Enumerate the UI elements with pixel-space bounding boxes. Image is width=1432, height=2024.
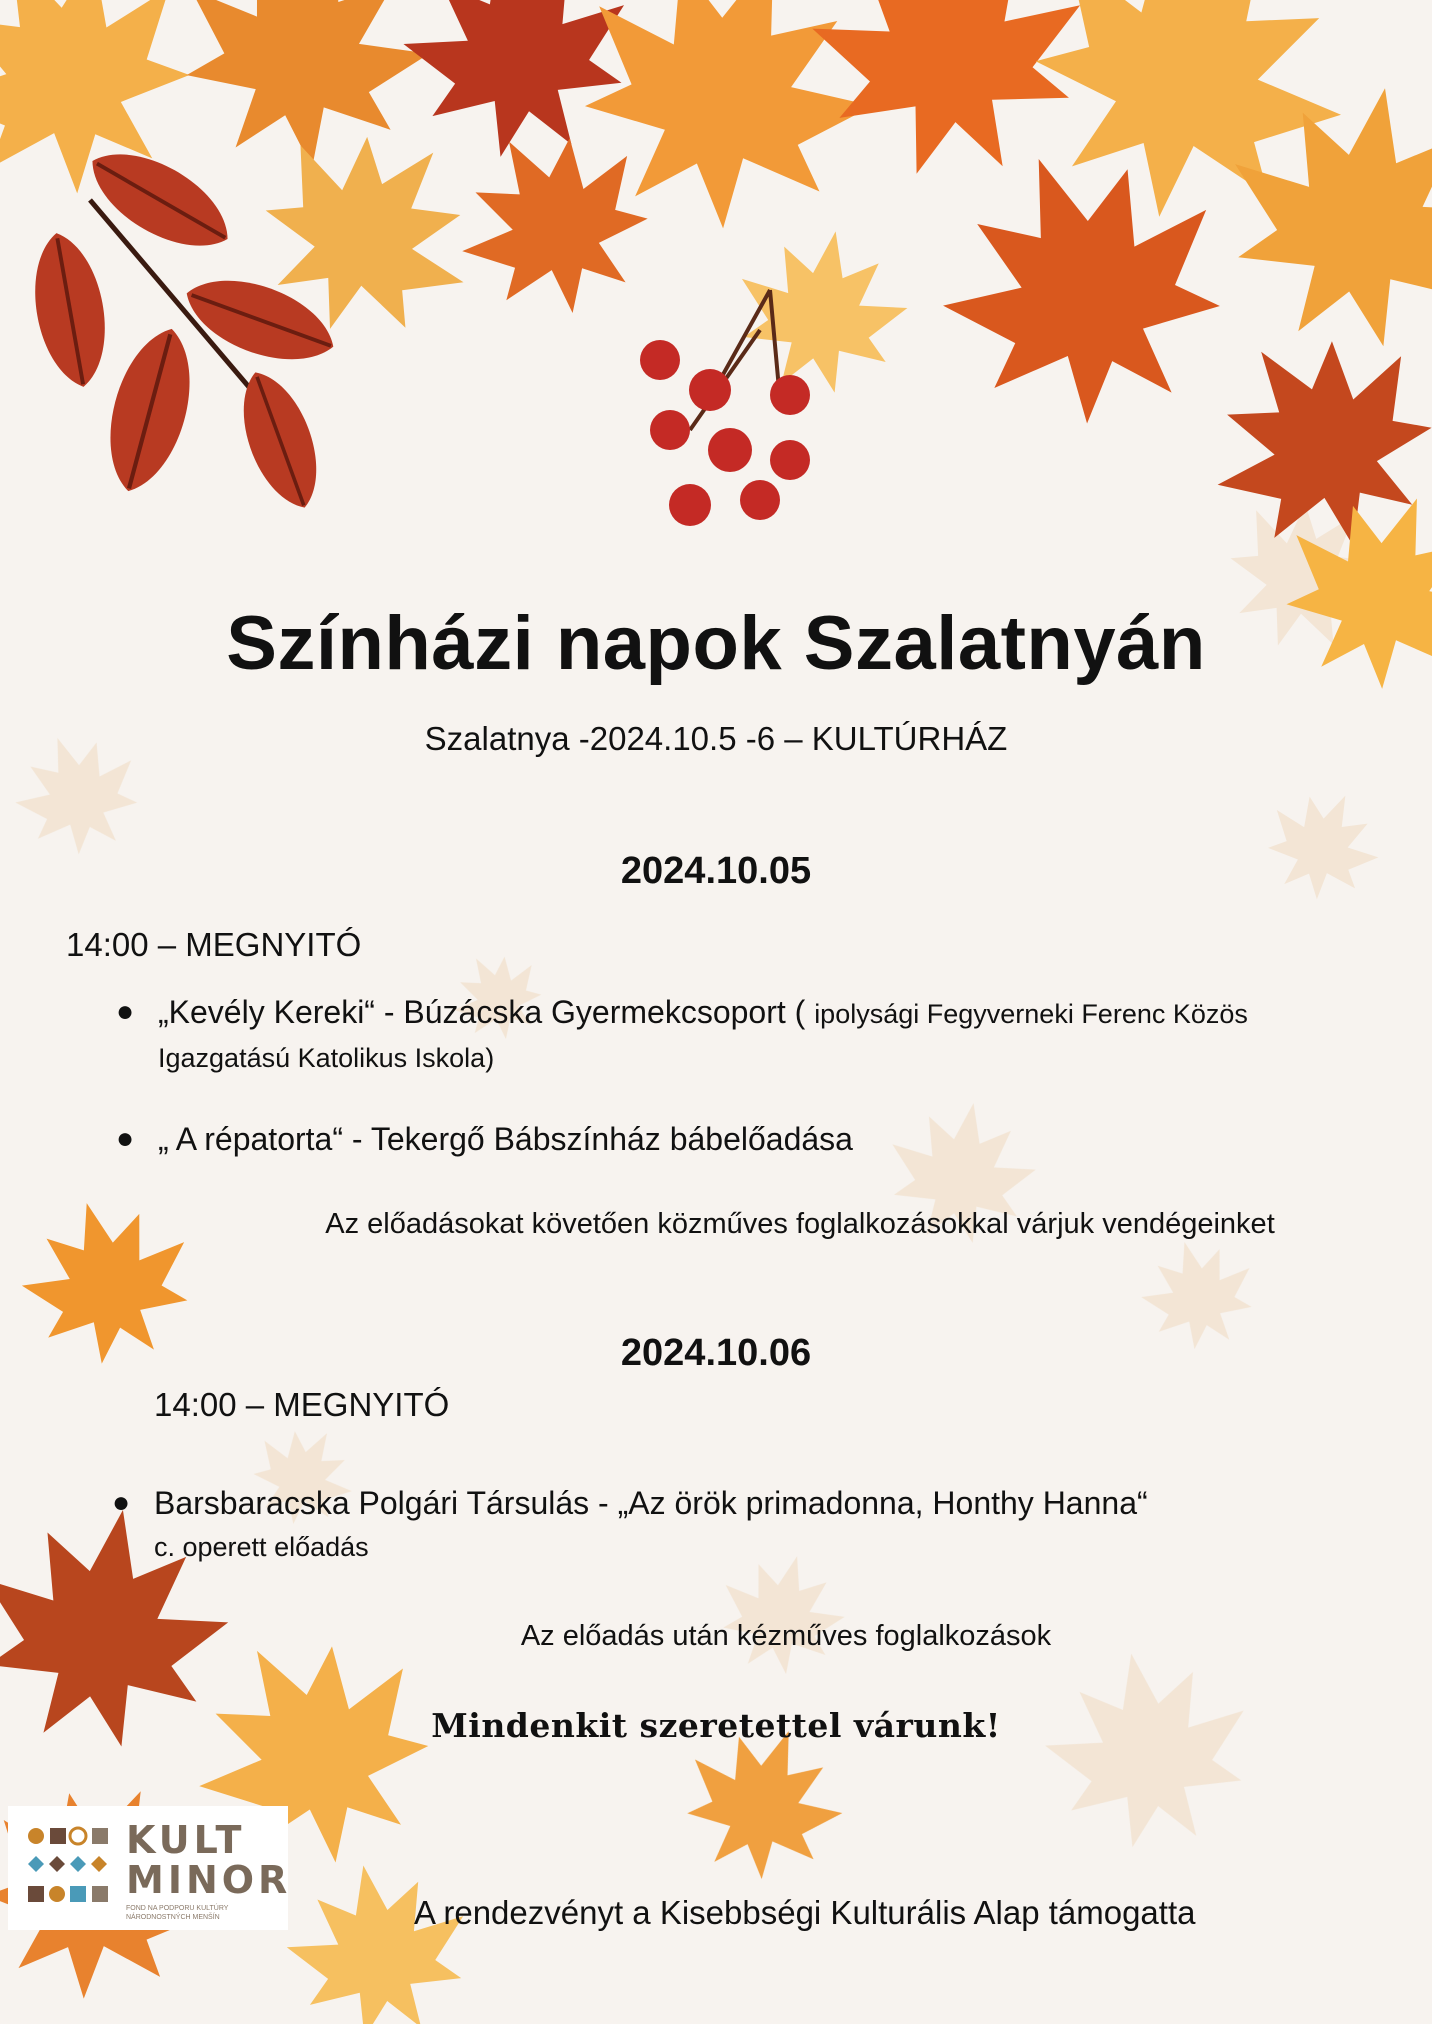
- logo-pattern-icon: [26, 1826, 112, 1910]
- day1-item-1: [116, 991, 1418, 1079]
- bullet-icon: ●: [116, 1122, 135, 1155]
- day1-item-2-main: „ A répatorta“ - Tekergő Bábszínház bábelőadása: [158, 1121, 853, 1157]
- logo-line2: MINOR: [126, 1858, 292, 1902]
- day1-date: 2024.10.05: [620, 850, 812, 892]
- kult-minor-logo: [8, 1806, 292, 1930]
- day1-item-1-line2: Igazgatású Katolikus Iskola): [158, 1043, 495, 1073]
- day2-note: Az előadás után kézműves foglalkozások: [520, 1620, 1052, 1652]
- day1-item-1-small: ipolysági Fegyverneki Ferenc Közös: [814, 999, 1248, 1029]
- logo-small-text: FOND NA PODPORU KULTÚRY NÁRODNOSTNÝCH MENŠÍN: [126, 1905, 229, 1921]
- day1-item-1-main: „Kevély Kereki“ - Búzácska Gyermekcsoport (: [158, 994, 815, 1030]
- day1-item-2: [116, 1118, 1418, 1160]
- day2-item-1-line2: c. operett előadás: [154, 1532, 369, 1562]
- support-statement: A rendezvényt a Kisebbségi Kulturális Alap támogatta: [414, 1894, 1196, 1931]
- logo-line1: KULT: [126, 1818, 246, 1862]
- day2-date: 2024.10.06: [620, 1332, 812, 1374]
- day2-opening: 14:00 – MEGNYITÓ: [154, 1386, 450, 1423]
- day1-note: Az előadásokat követően közműves foglalkozásokkal várjuk vendégeinket: [325, 1208, 1275, 1240]
- bullet-icon: ●: [116, 995, 135, 1028]
- closing-message: Mindenkit szeretettel várunk!: [431, 1706, 1001, 1745]
- bullet-icon: ●: [112, 1486, 131, 1519]
- day2-item-1-main: Barsbaracska Polgári Társulás - „Az örök primadonna, Honthy Hanna“: [154, 1485, 1148, 1521]
- page-title: Színházi napok Szalatnyán: [226, 601, 1206, 686]
- day1-opening: 14:00 – MEGNYITÓ: [66, 926, 362, 963]
- event-subtitle: Szalatnya -2024.10.5 -6 – KULTÚRHÁZ: [424, 720, 1008, 757]
- day2-item-1: [112, 1482, 1414, 1568]
